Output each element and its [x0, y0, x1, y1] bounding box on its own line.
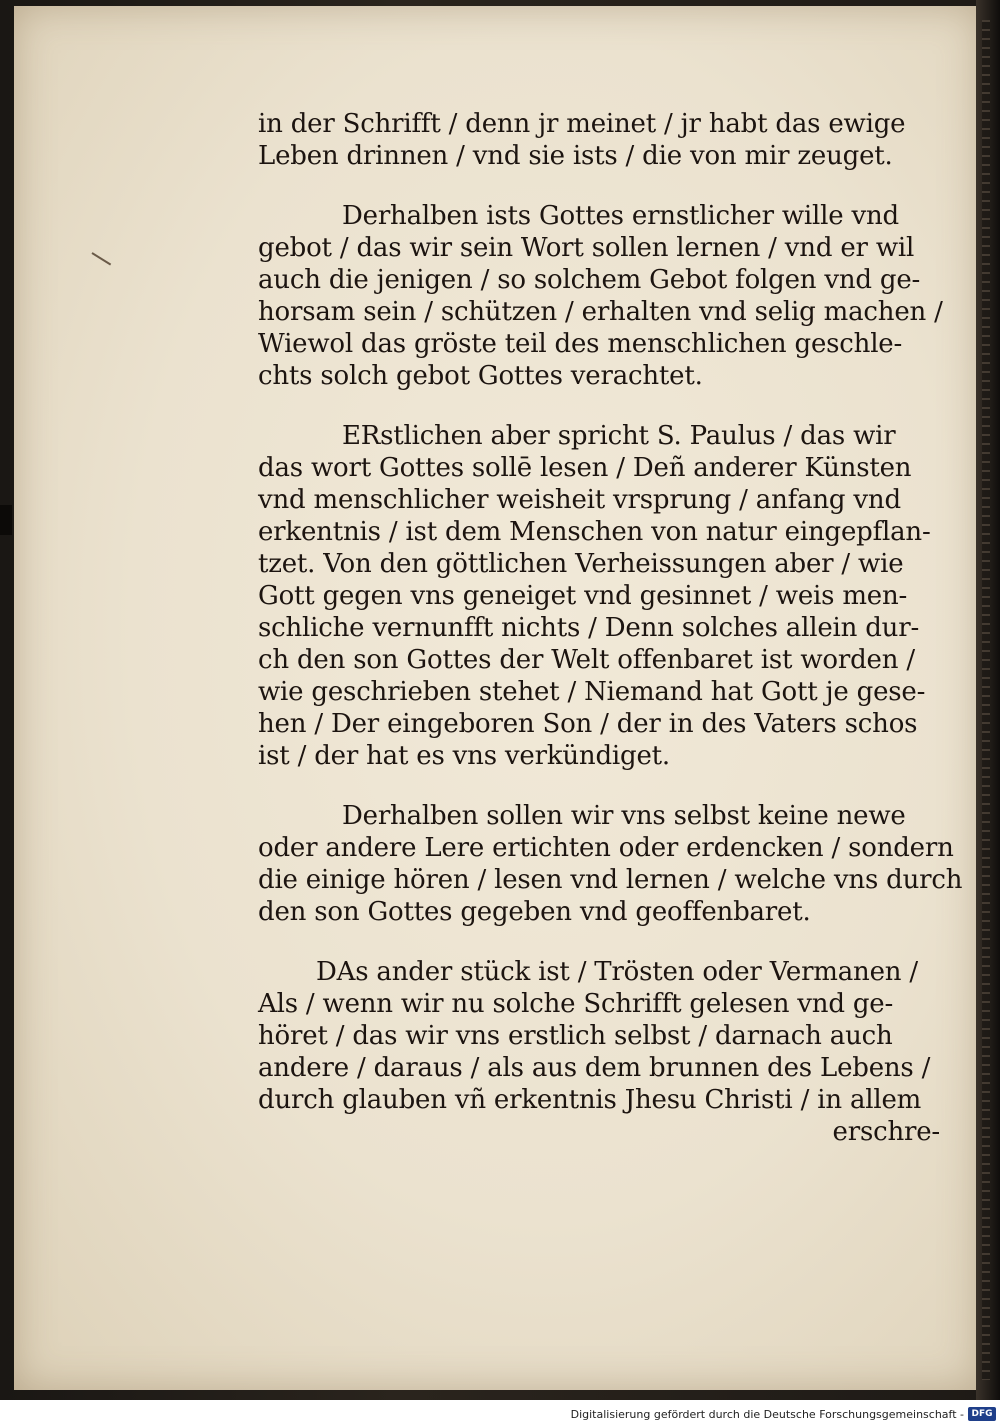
page-text — [258, 108, 968, 1148]
text-line: wie geschrieben stehet / Niemand hat Gott je gese- — [258, 677, 926, 707]
text-line: ist / der hat es vns verkündiget. — [258, 741, 670, 771]
text-line: horsam sein / schützen / erhalten vnd selig machen / — [258, 297, 943, 327]
text-line: schliche vernunfft nichts / Denn solches allein dur- — [258, 613, 920, 643]
text-line: Gott gegen vns geneiget vnd gesinnet / weis men- — [258, 581, 908, 611]
catchword: erschre- — [832, 1117, 940, 1147]
text-line: DAs ander stück ist / Trösten oder Vermanen / — [316, 957, 918, 987]
text-line: höret / das wir vns erstlich selbst / darnach auch — [258, 1021, 893, 1051]
text-line: ERstlichen aber spricht S. Paulus / das wir — [342, 421, 896, 451]
text-line: Leben drinnen / vnd sie ists / die von mir zeuget. — [258, 141, 893, 171]
text-line: vnd menschlicher weisheit vrsprung / anfang vnd — [258, 485, 901, 515]
paragraph-gap — [258, 928, 968, 956]
paragraph-gap — [258, 172, 968, 200]
funding-credit: Digitalisierung gefördert durch die Deutsche Forschungsgemeinschaft - — [570, 1408, 964, 1421]
text-line: Wiewol das gröste teil des menschlichen geschle- — [258, 329, 903, 359]
margin-tab-mark — [0, 505, 12, 535]
paragraph-gap — [258, 772, 968, 800]
text-line: das wort Gottes sollē lesen / Deñ anderer Künsten — [258, 453, 912, 483]
text-line: hen / Der eingeboren Son / der in des Vaters schos — [258, 709, 918, 739]
paragraph-gap — [258, 392, 968, 420]
dfg-logo-icon: DFG — [968, 1407, 996, 1421]
text-line: Derhalben sollen wir vns selbst keine newe — [342, 801, 906, 831]
text-line: tzet. Von den göttlichen Verheissungen aber / wie — [258, 549, 904, 579]
text-line: andere / daraus / als aus dem brunnen des Lebens / — [258, 1053, 931, 1083]
text-line: durch glauben vñ erkentnis Jhesu Christi / in allem — [258, 1085, 922, 1115]
text-line: den son Gottes gegeben vnd geoffenbaret. — [258, 897, 811, 927]
page-edges — [982, 20, 990, 1380]
text-line: Als / wenn wir nu solche Schrifft gelesen vnd ge- — [258, 989, 894, 1019]
text-line: gebot / das wir sein Wort sollen lernen / vnd er wil — [258, 233, 915, 263]
text-line: erkentnis / ist dem Menschen von natur eingepflan- — [258, 517, 931, 547]
footer-bar — [0, 1405, 1000, 1425]
text-line: in der Schrifft / denn jr meinet / jr habt das ewige — [258, 109, 906, 139]
text-line: Derhalben ists Gottes ernstlicher wille vnd — [342, 201, 899, 231]
text-line: chts solch gebot Gottes verachtet. — [258, 361, 703, 391]
text-line: die einige hören / lesen vnd lernen / welche vns durch — [258, 865, 963, 895]
text-line: auch die jenigen / so solchem Gebot folgen vnd ge- — [258, 265, 921, 295]
text-line: oder andere Lere ertichten oder erdencken / sondern — [258, 833, 954, 863]
book-edge — [976, 0, 1000, 1400]
text-line: ch den son Gottes der Welt offenbaret ist worden / — [258, 645, 915, 675]
